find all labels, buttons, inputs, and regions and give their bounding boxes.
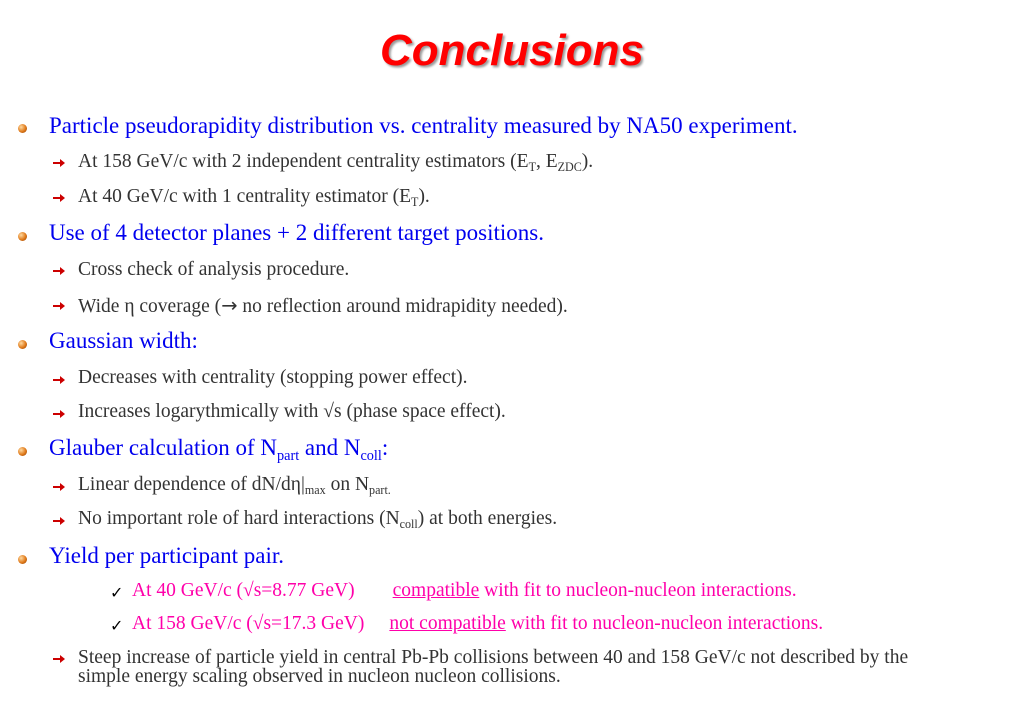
text-part: Increases logarythmically with √s (phase space effect). bbox=[78, 401, 506, 422]
text-part: At 40 GeV/c (√s=8.77 GeV) bbox=[132, 580, 355, 601]
subscript: T bbox=[528, 160, 536, 175]
red-arrow-bullet-icon bbox=[53, 482, 65, 492]
orange-sphere-bullet-icon bbox=[18, 124, 27, 133]
red-arrow-bullet-icon bbox=[53, 266, 65, 276]
sub-bullet-40-estimator bbox=[78, 186, 430, 208]
text-part: on N bbox=[325, 474, 370, 495]
text-part: Cross check of analysis procedure. bbox=[78, 259, 350, 280]
sub-bullet-158-estimators bbox=[78, 151, 593, 173]
sub-bullet-eta-coverage bbox=[78, 294, 568, 318]
orange-sphere-bullet-icon bbox=[18, 232, 27, 241]
text-part: no reflection around midrapidity needed). bbox=[237, 296, 568, 317]
orange-sphere-bullet-icon bbox=[18, 340, 27, 349]
text-part: No important role of hard interactions (N bbox=[78, 508, 400, 529]
bullet-text: Yield per participant pair. bbox=[49, 543, 285, 568]
red-arrow-bullet-icon bbox=[53, 301, 65, 311]
red-arrow-bullet-icon bbox=[53, 193, 65, 203]
bullet-text: Gaussian width: bbox=[49, 328, 198, 353]
check-item-40-gev bbox=[132, 580, 797, 602]
orange-sphere-bullet-icon bbox=[18, 447, 27, 456]
text-part: Glauber calculation of N bbox=[49, 435, 277, 460]
text-part: ). bbox=[581, 151, 594, 172]
bullet-particle-distribution bbox=[49, 113, 798, 139]
text-part: , E bbox=[535, 151, 558, 172]
bullet-text: Particle pseudorapidity distribution vs. centrality measured by NA50 experiment. bbox=[49, 113, 798, 138]
text-part: with fit to nucleon-nucleon interactions. bbox=[505, 613, 824, 634]
red-arrow-bullet-icon bbox=[53, 158, 65, 168]
text-part: Steep increase of particle yield in central Pb-Pb collisions between 40 and 158 GeV/c not described by the simple energy scaling observed in nucleon nucleon collisions. bbox=[78, 647, 909, 687]
subscript: coll bbox=[360, 447, 382, 464]
bullet-detector-planes bbox=[49, 220, 544, 246]
check-item-158-gev bbox=[132, 613, 823, 635]
text-part: with fit to nucleon-nucleon interactions. bbox=[479, 580, 797, 601]
sub-bullet-steep-increase bbox=[78, 648, 958, 686]
underlined-text: compatible bbox=[392, 580, 480, 601]
subscript: part. bbox=[369, 483, 391, 498]
bullet-glauber-calculation bbox=[49, 435, 389, 464]
sub-bullet-hard-interactions bbox=[78, 508, 557, 530]
text-part: : bbox=[381, 435, 389, 460]
red-arrow-bullet-icon bbox=[53, 375, 65, 385]
text-part: Linear dependence of dN/dη| bbox=[78, 474, 305, 495]
subscript: ZDC bbox=[557, 160, 582, 175]
text-part: ) at both energies. bbox=[417, 508, 558, 529]
underlined-text: not compatible bbox=[389, 613, 506, 634]
text-part: ). bbox=[418, 186, 430, 207]
red-arrow-bullet-icon bbox=[53, 654, 65, 664]
subscript: part bbox=[277, 447, 300, 464]
slide-title: Conclusions bbox=[379, 26, 645, 75]
sub-bullet-increases bbox=[78, 401, 506, 423]
orange-sphere-bullet-icon bbox=[18, 555, 27, 564]
bullet-yield-per-pair bbox=[49, 543, 284, 569]
text-part: At 40 GeV/c with 1 centrality estimator (E bbox=[78, 186, 412, 207]
sub-bullet-linear-dependence bbox=[78, 474, 391, 496]
subscript: coll bbox=[399, 517, 418, 532]
bullet-text: Use of 4 detector planes + 2 different target positions. bbox=[49, 220, 544, 245]
text-part: At 158 GeV/c with 2 independent centrality estimators (E bbox=[78, 151, 529, 172]
right-arrow-icon: → bbox=[221, 294, 238, 317]
text-part: Decreases with centrality (stopping power effect). bbox=[78, 367, 468, 388]
red-arrow-bullet-icon bbox=[53, 516, 65, 526]
red-arrow-bullet-icon bbox=[53, 409, 65, 419]
subscript: max bbox=[304, 483, 326, 498]
text-part: At 158 GeV/c (√s=17.3 GeV) bbox=[132, 613, 365, 634]
checkmark-icon: ✓ bbox=[110, 585, 124, 602]
sub-bullet-decreases bbox=[78, 367, 468, 389]
bullet-gaussian-width bbox=[49, 328, 198, 354]
text-part: and N bbox=[299, 435, 361, 460]
checkmark-icon: ✓ bbox=[110, 618, 124, 635]
text-part: Wide η coverage ( bbox=[78, 296, 222, 317]
subscript: T bbox=[411, 195, 419, 210]
sub-bullet-cross-check bbox=[78, 259, 349, 281]
